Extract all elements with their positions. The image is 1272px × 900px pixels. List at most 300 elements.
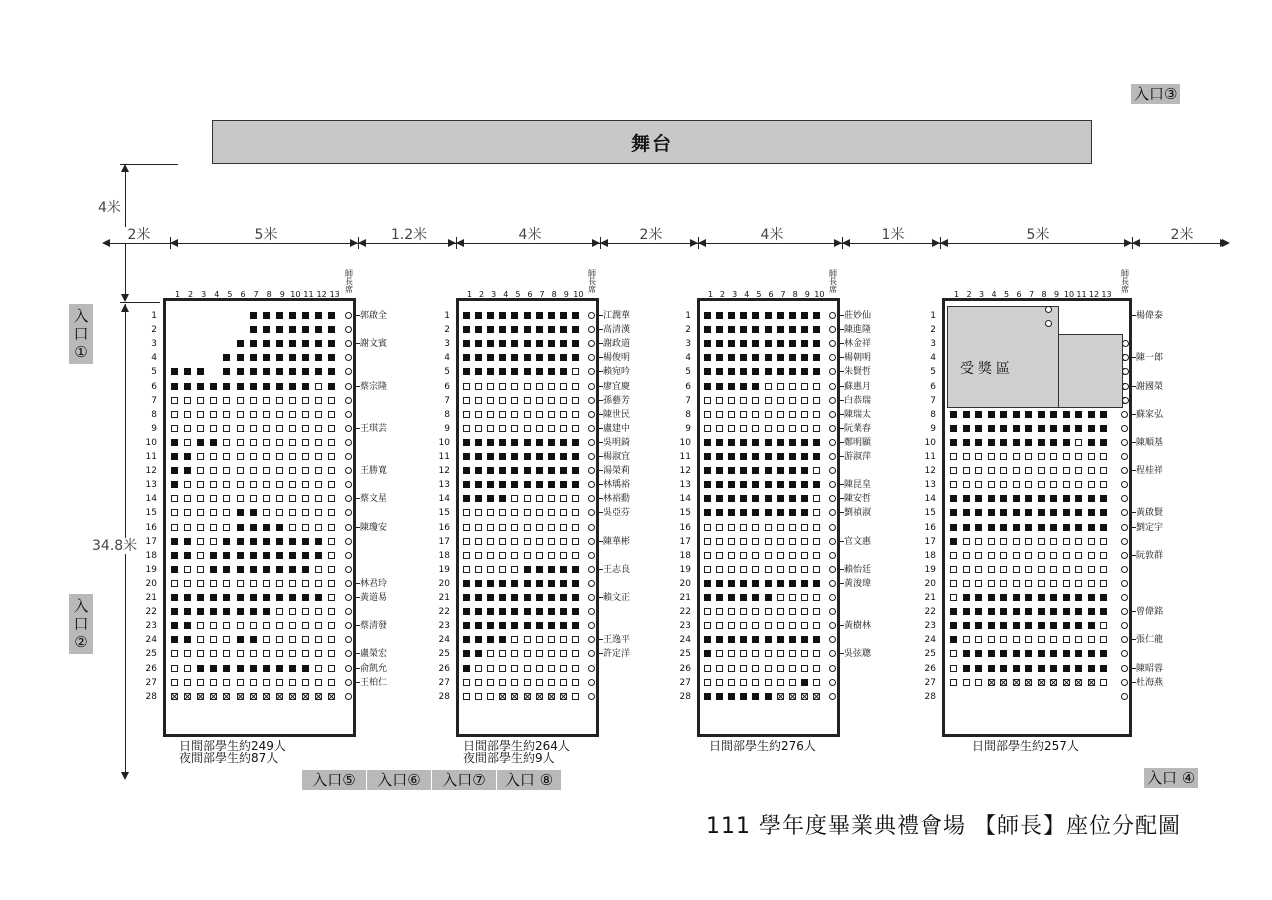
seat	[487, 425, 494, 432]
col-label: 9	[1053, 290, 1060, 299]
seat	[752, 495, 759, 502]
seat	[1000, 636, 1007, 643]
seat	[223, 622, 230, 629]
seat	[223, 608, 230, 615]
row-number: 13	[438, 480, 450, 491]
seat	[716, 594, 723, 601]
seat	[463, 679, 470, 686]
seat	[475, 679, 482, 686]
row-number: 22	[924, 607, 936, 618]
seat	[1063, 509, 1070, 516]
seat	[950, 439, 957, 446]
seat	[1075, 439, 1082, 446]
seat	[765, 524, 772, 531]
seat	[250, 693, 257, 700]
row-number: 16	[924, 522, 936, 533]
row-number: 9	[930, 423, 936, 434]
seat	[276, 594, 283, 601]
seat	[572, 566, 579, 573]
seat	[1088, 481, 1095, 488]
teacher-seat	[1121, 693, 1128, 700]
seat	[1063, 622, 1070, 629]
teacher-seat	[588, 439, 595, 446]
gate-5: 入口⑤	[302, 770, 366, 790]
seat	[210, 383, 217, 390]
seat	[963, 481, 970, 488]
teacher-seat	[829, 538, 836, 545]
seat	[716, 622, 723, 629]
row-number: 7	[685, 395, 691, 406]
seat	[572, 594, 579, 601]
seat	[813, 566, 820, 573]
teacher-name: 陳華彬	[603, 536, 631, 547]
seat	[752, 650, 759, 657]
seat	[1050, 467, 1057, 474]
seat	[988, 425, 995, 432]
teacher-seat	[345, 538, 352, 545]
seat	[171, 439, 178, 446]
row-number: 7	[444, 395, 450, 406]
seat	[1038, 650, 1045, 657]
seat	[302, 453, 309, 460]
seat	[950, 552, 957, 559]
col-label: 7	[539, 290, 545, 299]
seat	[511, 552, 518, 559]
seat	[1050, 608, 1057, 615]
seat	[716, 693, 723, 700]
seat	[276, 524, 283, 531]
seat	[499, 425, 506, 432]
row-number: 6	[685, 381, 691, 392]
seat	[250, 650, 257, 657]
gate-3: 入口③	[1131, 84, 1180, 104]
dim-arrow-up-2	[121, 304, 129, 312]
seat	[536, 538, 543, 545]
col-label: 7	[780, 290, 786, 299]
seat	[511, 636, 518, 643]
teacher-name: 陳世民	[603, 409, 631, 420]
row-number: 24	[679, 635, 691, 646]
seat	[171, 552, 178, 559]
award-marker	[1045, 306, 1052, 313]
seat	[1100, 636, 1107, 643]
seat	[572, 538, 579, 545]
seat	[1088, 524, 1095, 531]
seat	[315, 312, 322, 319]
teacher-name: 陳昆皇	[844, 480, 872, 491]
seat	[1063, 495, 1070, 502]
seat	[315, 411, 322, 418]
col-label: 11	[1076, 290, 1087, 299]
seat	[250, 453, 257, 460]
seat	[171, 608, 178, 615]
row-number: 17	[145, 536, 157, 547]
seat	[511, 368, 518, 375]
row-number: 9	[151, 423, 157, 434]
teacher-name: 蔡清發	[360, 621, 388, 632]
dim-arrow	[1220, 239, 1228, 247]
seat	[988, 439, 995, 446]
seat	[963, 665, 970, 672]
seat	[524, 524, 531, 531]
seat	[463, 608, 470, 615]
seat	[499, 481, 506, 488]
seat	[1075, 566, 1082, 573]
seat	[728, 397, 735, 404]
seat	[560, 566, 567, 573]
seat	[1000, 580, 1007, 587]
teacher-name: 阮敦群	[1136, 550, 1164, 561]
seat	[704, 312, 711, 319]
seat	[560, 354, 567, 361]
row-number: 13	[145, 480, 157, 491]
seat	[740, 340, 747, 347]
teacher-name: 吳弦聰	[844, 649, 872, 660]
seat	[1038, 566, 1045, 573]
seat	[548, 622, 555, 629]
seat	[740, 665, 747, 672]
seat	[801, 566, 808, 573]
seat	[1000, 425, 1007, 432]
seat	[1038, 679, 1045, 686]
seat	[1000, 650, 1007, 657]
seat	[511, 326, 518, 333]
seat	[813, 636, 820, 643]
seat	[171, 538, 178, 545]
teacher-name: 謝文賓	[360, 339, 388, 350]
seat	[511, 411, 518, 418]
seat	[250, 481, 257, 488]
teacher-name: 賴宛吟	[603, 367, 631, 378]
seat	[1075, 495, 1082, 502]
seat	[1100, 665, 1107, 672]
seat	[704, 524, 711, 531]
seat	[302, 608, 309, 615]
seat	[328, 509, 335, 516]
seat	[511, 425, 518, 432]
seat	[511, 566, 518, 573]
seat	[328, 368, 335, 375]
seat	[813, 679, 820, 686]
seat	[548, 580, 555, 587]
seat	[499, 411, 506, 418]
teacher-seat	[345, 453, 352, 460]
seat	[524, 425, 531, 432]
seat	[223, 580, 230, 587]
seat	[276, 397, 283, 404]
seat	[250, 594, 257, 601]
teacher-name: 高清漢	[603, 325, 631, 336]
seat	[223, 383, 230, 390]
seat	[1050, 650, 1057, 657]
teacher-name: 謝政道	[603, 339, 631, 350]
teacher-seat	[345, 566, 352, 573]
seat	[740, 312, 747, 319]
row-number: 19	[924, 564, 936, 575]
teacher-seat	[1121, 552, 1128, 559]
seat	[1063, 425, 1070, 432]
seat	[184, 622, 191, 629]
seat	[1013, 636, 1020, 643]
seat	[988, 665, 995, 672]
seat	[328, 636, 335, 643]
seat	[511, 312, 518, 319]
seat	[572, 693, 579, 700]
teacher-name: 黃樹林	[844, 621, 872, 632]
seat	[1050, 636, 1057, 643]
seat	[1075, 467, 1082, 474]
teacher-name: 曾偉銘	[1136, 607, 1164, 618]
seat	[548, 383, 555, 390]
seat	[1000, 467, 1007, 474]
seat	[223, 397, 230, 404]
row-number: 14	[145, 494, 157, 505]
col-label: 3	[201, 290, 207, 299]
seat	[740, 580, 747, 587]
seat	[475, 368, 482, 375]
seat	[289, 354, 296, 361]
row-number: 14	[924, 494, 936, 505]
seat	[302, 524, 309, 531]
teacher-name: 阮業春	[844, 423, 872, 434]
seat	[250, 495, 257, 502]
seat	[801, 312, 808, 319]
seat	[487, 509, 494, 516]
seat	[197, 594, 204, 601]
col-label: 6	[768, 290, 774, 299]
seat	[1013, 467, 1020, 474]
seat	[1100, 411, 1107, 418]
seat	[463, 509, 470, 516]
row-number: 13	[679, 480, 691, 491]
seat	[499, 397, 506, 404]
seat	[499, 665, 506, 672]
seat	[704, 495, 711, 502]
seat	[789, 650, 796, 657]
seat	[1013, 552, 1020, 559]
seat	[171, 594, 178, 601]
seat	[975, 425, 982, 432]
seat	[716, 411, 723, 418]
seat	[704, 368, 711, 375]
seat	[716, 495, 723, 502]
seat	[250, 580, 257, 587]
seat	[548, 693, 555, 700]
seat	[728, 580, 735, 587]
seat	[315, 608, 322, 615]
col-label: 10	[573, 290, 584, 299]
teacher-seat	[1121, 580, 1128, 587]
seat	[263, 340, 270, 347]
seat	[777, 665, 784, 672]
seat	[487, 481, 494, 488]
seat	[1013, 594, 1020, 601]
seat	[289, 608, 296, 615]
dim-arrow-down-2	[121, 772, 129, 780]
seat	[184, 650, 191, 657]
block-footer: 夜間部學生約87人	[179, 751, 279, 765]
seat	[210, 608, 217, 615]
seat	[263, 397, 270, 404]
seat	[1063, 411, 1070, 418]
seat	[1075, 608, 1082, 615]
seat	[328, 453, 335, 460]
seat	[289, 312, 296, 319]
seat	[184, 552, 191, 559]
row-number: 24	[924, 635, 936, 646]
seat	[263, 580, 270, 587]
block-footer: 日間部學生約257人	[972, 739, 1079, 753]
seat	[1000, 524, 1007, 531]
seat	[237, 679, 244, 686]
seat	[716, 650, 723, 657]
seat	[560, 622, 567, 629]
seat	[988, 481, 995, 488]
dim-label: 4米	[750, 227, 794, 243]
seat	[511, 679, 518, 686]
seat	[740, 453, 747, 460]
seat	[1088, 425, 1095, 432]
seat	[963, 509, 970, 516]
seat	[1025, 467, 1032, 474]
teacher-seat	[1121, 538, 1128, 545]
seat	[572, 495, 579, 502]
teacher-seat	[345, 552, 352, 559]
seat	[328, 467, 335, 474]
seat	[536, 566, 543, 573]
seat	[499, 566, 506, 573]
seat	[223, 693, 230, 700]
seat	[1100, 524, 1107, 531]
col-label: 1	[466, 290, 473, 299]
seat	[1050, 622, 1057, 629]
teacher-seat	[1121, 566, 1128, 573]
seat	[789, 594, 796, 601]
seat	[801, 383, 808, 390]
seat	[789, 622, 796, 629]
seat	[752, 383, 759, 390]
seat	[210, 594, 217, 601]
seat	[560, 383, 567, 390]
seat	[263, 495, 270, 502]
seat	[963, 425, 970, 432]
seat	[740, 608, 747, 615]
seat	[716, 383, 723, 390]
seat	[1013, 425, 1020, 432]
row-number: 15	[438, 508, 450, 519]
seat	[765, 594, 772, 601]
teacher-name: 官文惠	[844, 536, 872, 547]
seat	[950, 608, 957, 615]
col-label: 12	[316, 290, 327, 299]
teacher-name: 王勝寬	[360, 466, 388, 477]
seat	[197, 650, 204, 657]
seat	[1050, 411, 1057, 418]
seat	[704, 509, 711, 516]
seat	[740, 397, 747, 404]
seat	[197, 397, 204, 404]
seat	[511, 524, 518, 531]
seat	[1075, 425, 1082, 432]
seat	[463, 439, 470, 446]
seat	[704, 679, 711, 686]
row-number: 20	[924, 578, 936, 589]
seat	[289, 368, 296, 375]
stage	[212, 120, 1092, 164]
seat	[548, 509, 555, 516]
row-number: 19	[679, 564, 691, 575]
gate-1-label: 入口①	[73, 307, 89, 361]
seat	[813, 354, 820, 361]
seat	[1075, 636, 1082, 643]
seat	[988, 650, 995, 657]
seat	[250, 608, 257, 615]
seat	[752, 411, 759, 418]
seat	[276, 636, 283, 643]
seat	[1063, 439, 1070, 446]
seat	[302, 650, 309, 657]
teacher-name: 俞凱允	[360, 663, 388, 674]
seat	[524, 495, 531, 502]
seat	[1088, 679, 1095, 686]
seat	[789, 636, 796, 643]
seat	[740, 509, 747, 516]
seat	[475, 397, 482, 404]
teacher-seat	[588, 693, 595, 700]
seat	[752, 580, 759, 587]
seat	[777, 467, 784, 474]
seat	[963, 552, 970, 559]
seat	[223, 552, 230, 559]
seat	[789, 608, 796, 615]
teacher-seat	[829, 383, 836, 390]
seat	[184, 397, 191, 404]
seat	[302, 481, 309, 488]
seat	[487, 495, 494, 502]
row-number: 10	[679, 437, 691, 448]
seat	[704, 453, 711, 460]
row-number: 8	[685, 409, 691, 420]
dim-arrow	[600, 239, 608, 247]
seat	[777, 425, 784, 432]
seat	[813, 467, 820, 474]
seat	[289, 411, 296, 418]
seat	[499, 650, 506, 657]
seat	[536, 495, 543, 502]
seat	[1088, 538, 1095, 545]
seat	[1088, 467, 1095, 474]
seat	[777, 326, 784, 333]
seat	[728, 538, 735, 545]
seat	[728, 608, 735, 615]
seat	[1088, 495, 1095, 502]
seat	[210, 453, 217, 460]
seat	[276, 354, 283, 361]
seat	[801, 524, 808, 531]
teacher-seat	[1121, 524, 1128, 531]
seat	[263, 368, 270, 375]
seat	[328, 312, 335, 319]
dim-arrow	[1124, 239, 1132, 247]
seat	[536, 397, 543, 404]
seat	[963, 622, 970, 629]
dim-label: 2米	[117, 227, 161, 243]
seat	[475, 481, 482, 488]
teacher-seat	[829, 693, 836, 700]
seat	[487, 566, 494, 573]
seat	[524, 368, 531, 375]
seat	[548, 326, 555, 333]
